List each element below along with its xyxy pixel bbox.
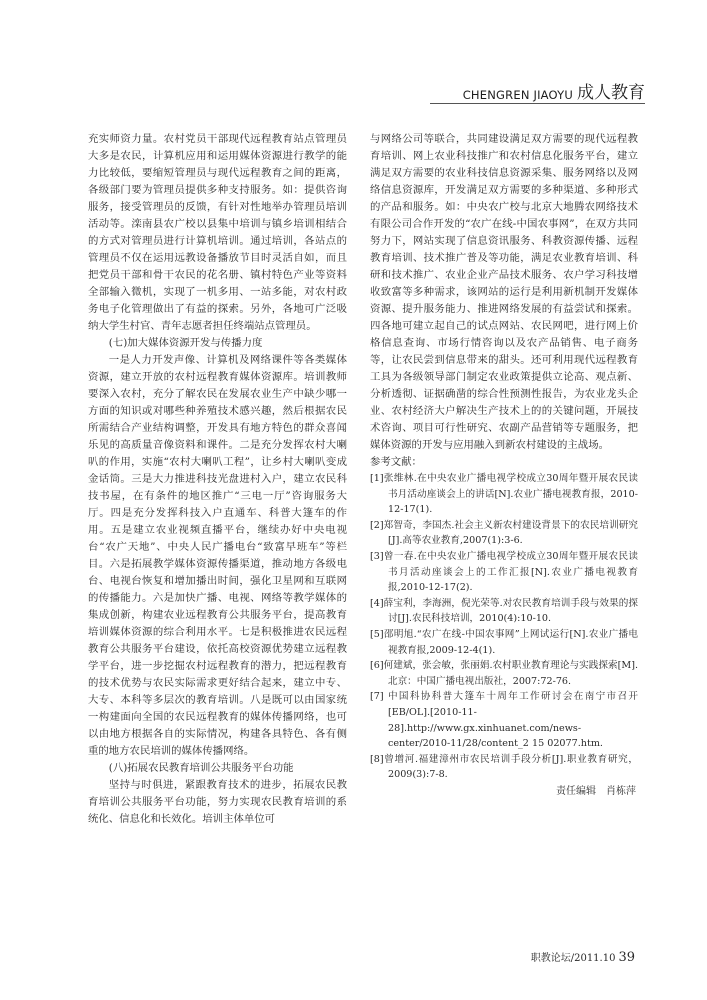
left-column <box>88 131 347 828</box>
body-paragraph: 与网络公司等联合，共同建设满足双方需要的现代远程教育培训、网上农业科技推广和农村信息化服务平台，建立满足双方需要的农业科技信息资源采集、服务网络以及网络信息资源库，开发满足双方需要的多种渠道、多种形式的产品和服务。如：中央农广校与北京大地腾农网络技术有限公司合作开发的“农广在线-中国农事网”，在双方共同努力下，网站实现了信息资讯服务、科教资源传播、远程教育培训、技术推广普及等功能，满足农业教育培训、科研和技术推广、农业企业产品技术服务、农户学习科技增收致富等多种需求，该网站的运行是利用新机制开发媒体资源、提升服务能力、推进网络发展的有益尝试和探索。四各地可建立起自己的试点网站、农民网吧，进行网上价格信息查询、市场行情咨询以及农产品销售、电子商务等，让农民尝到信息带来的甜头。还可利用现代远程教育工具为各级领导部门制定农业政策提供立论高、观点新、分析透彻、证据确凿的综合性预测性报告，为农业龙头企业、农村经济大户解决生产技术上的的关键问题，开展技术咨询、项目可行性研究、农副产品营销等专题服务，把媒体资源的开发与应用融入到新农村建设的主战场。 <box>370 133 638 451</box>
reference-item: [1]张维林.在中央农业广播电视学校成立30周年暨开展农民读书月活动座谈会上的讲话[N].农业广播电视教育报，2010-12-17(1). <box>370 473 638 516</box>
header-rule <box>430 103 645 104</box>
header-chinese: 成人教育 <box>577 83 645 103</box>
body-paragraph: 一是人力开发声像、计算机及网络课件等各类媒体资源，建立开放的农村远程教育媒体资源库。培训教师要深入农村，充分了解农民在发展农业生产中缺少哪一方面的知识或对哪些种养殖技术感兴趣，然后根据农民所需结合产业结构调整，开发具有地方特色的群众喜闻乐见的高质量音像资料和课件。二是充分发挥农村大喇叭的作用，实施“农村大喇叭工程”，让乡村大喇叭变成金话筒。三是大力推进科技光盘进村入户，建立农民科技书屋，在有条件的地区推广“三电一厅”咨询服务大厅。四是充分发挥科技入户直通车、科普大篷车的作用。五是建立农业视频直播平台，继续办好中央电视台“农广天地”、中央人民广播电台“致富早班车”等栏目。六是拓展教学媒体资源传播渠道，推动地方各级电台、电视台恢复和增加播出时间，强化卫星网和互联网的传播能力。六是加快广播、电视、网络等教学媒体的集成创新，构建农业远程教育公共服务平台，提高教育培训媒体资源的综合利用水平。七是积极推进农民远程教育公共服务平台建设，依托高校资源优势建立远程教学平台，进一步挖掘农村远程教育的潜力，把远程教育的技术优势与农民实际需求更好结合起来，建立中专、大专、本科等多层次的教育培训。八是既可以由国家统一构建面向全国的农民远程教育的媒体传播网络，也可以由地方根据各自的实际情况，构建各具特色、各有侧重的地方农民培训的媒体传播网络。 <box>88 354 347 757</box>
reference-item: [7] 中国科协科普大篷车十周年工作研讨会在南宁市召开[EB/OL].[2010-11-28].http://www.gx.xinhuanet.com/news-center/2010-11/28/content_2 15 02077.htm. <box>370 691 638 750</box>
reference-item: [4]薛宝利，李海洲，倪光荣等.对农民教育培训手段与效果的探讨[J].农民科技培训，2010(4):10-10. <box>370 597 638 625</box>
section-heading: (七)加大媒体资源开发与传播力度 <box>108 337 263 349</box>
page-footer <box>505 949 635 965</box>
body-paragraph: 充实师资力量。农村党员干部现代远程教育站点管理员大多是农民，计算机应用和运用媒体资源进行教学的能力比较低，要缩短管理员与现代远程教育之间的距离，各级部门要为管理员提供多种支持服务。如：提供咨询服务，接受管理员的反馈，有针对性地举办管理员培训活动等。滦南县农广校以县集中培训与镇乡培训相结合的方式对管理员进行计算机培训。通过培训，各站点的管理员不仅在运用远教设备播放节目时灵活自如，而且把党员干部和骨干农民的花名册、镇村特色产业等资料全部输入微机，实现了一机多用、一站多能，对农村政务电子化管理做出了有益的探索。另外，各地可广泛吸纳大学生村官、青年志愿者担任终端站点管理员。 <box>88 133 347 332</box>
editor-credit: 责任编辑 肖栋萍 <box>556 785 636 797</box>
body-paragraph: 坚持与时俱进，紧跟教育技术的进步，拓展农民教育培训公共服务平台功能，努力实现农民教育培训的系统化、信息化和长效化。培训主体单位可 <box>88 779 347 825</box>
reference-item: [8]曾增河.福建漳州市农民培训手段分析[J].职业教育研究，2009(3):7-8. <box>370 753 638 781</box>
issue-number: /2011.10 <box>570 953 616 964</box>
section-heading: (八)拓展农民教育培训公共服务平台功能 <box>108 762 294 774</box>
reference-item: [6]何建斌，张会敏，张丽娟.农村职业教育理论与实践探索[M].北京：中国广播电视出版社，2007:72-76. <box>370 660 638 687</box>
reference-item: [2]郑智奇，李国杰.社会主义新农村建设背景下的农民培训研究[J].高等农业教育,2007(1):3-6. <box>370 519 638 547</box>
references-title: 参考文献： <box>370 456 422 468</box>
reference-item: [3]曾一春.在中央农业广播电视学校成立30周年暨开展农民读书月活动座谈会上的工作汇报[N].农业广播电视教育报,2010-12-17(2). <box>370 550 638 594</box>
reference-item: [5]邵明旭.“农广在线-中国农事网”上网试运行[N].农业广播电视教育报,2009-12-4(1). <box>370 628 638 656</box>
references-list <box>370 471 638 783</box>
header-latin: CHENGREN JIAOYU <box>462 88 573 102</box>
page-number: 39 <box>618 950 635 965</box>
running-header <box>430 72 645 102</box>
right-column <box>370 131 638 800</box>
journal-name: 职教论坛 <box>530 953 571 964</box>
